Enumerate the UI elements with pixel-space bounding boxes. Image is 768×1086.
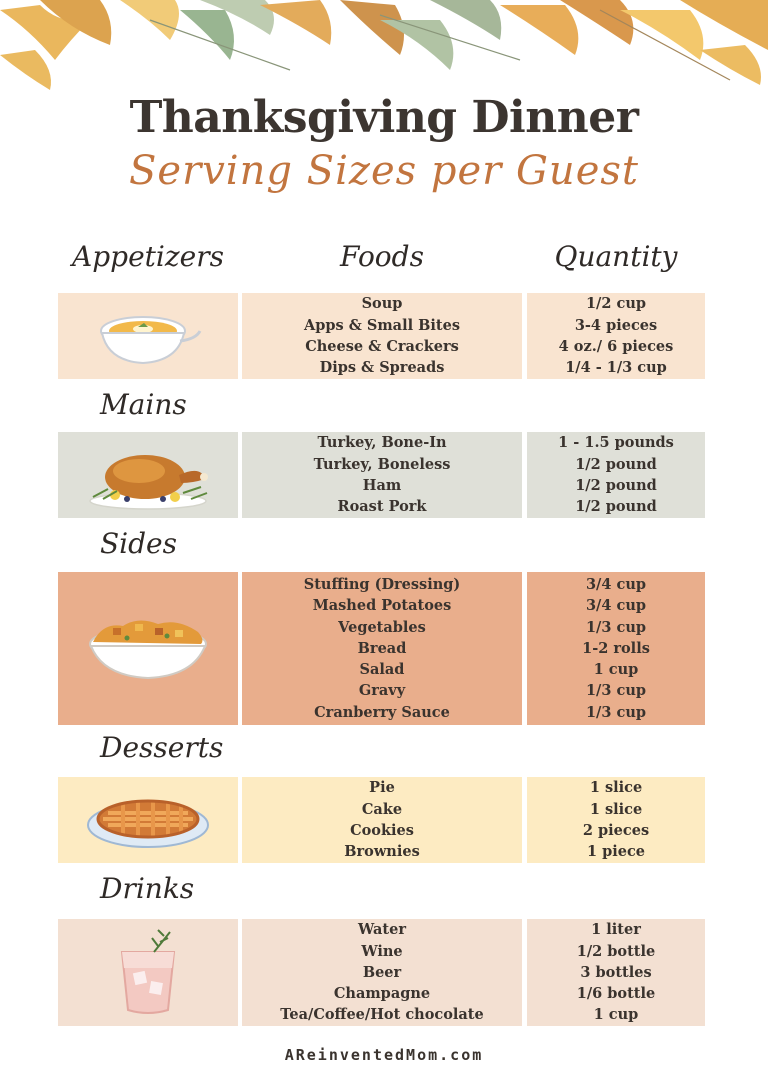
quantity-item: 1/2 pound [575, 498, 657, 516]
quantity-item: 3/4 cup [585, 597, 647, 615]
cocktail-glass-icon [108, 928, 188, 1018]
section-sides-image-cell [58, 572, 238, 725]
quantity-item: 1/3 cup [585, 703, 647, 721]
section-drinks-foods-cell [242, 919, 522, 1026]
category-label-sides: Sides [100, 527, 177, 560]
section-desserts-quantity-cell [527, 777, 705, 863]
food-item: Dips & Spreads [319, 359, 445, 377]
quantity-item: 1 cup [593, 1006, 639, 1024]
section-desserts [58, 777, 705, 863]
food-item: Water [358, 921, 406, 939]
quantity-item: 1/4 - 1/3 cup [565, 359, 667, 377]
roast-turkey-icon [83, 437, 213, 513]
section-sides-foods-cell [242, 572, 522, 725]
quantity-item: 1-2 rolls [582, 639, 650, 657]
food-item: Salad [359, 661, 405, 679]
section-drinks-image-cell [58, 919, 238, 1026]
section-desserts-image-cell [58, 777, 238, 863]
section-desserts-foods-cell [242, 777, 522, 863]
food-item: Cranberry Sauce [314, 703, 450, 721]
quantity-item: 1 - 1.5 pounds [558, 434, 674, 452]
section-appetizers-quantity-cell [527, 293, 705, 379]
soup-bowl-icon [88, 301, 208, 371]
quantity-item: 1 liter [591, 921, 641, 939]
section-appetizers [58, 293, 705, 379]
lattice-pie-icon [83, 785, 213, 855]
column-header-quantity: Quantity [554, 240, 678, 273]
quantity-item: 1/2 pound [575, 477, 657, 494]
quantity-item: 1/2 bottle [576, 942, 656, 960]
column-header-foods: Foods [340, 240, 424, 273]
food-item: Beer [362, 963, 402, 981]
section-mains-foods-cell [242, 432, 522, 518]
page-subtitle: Serving Sizes per Guest [129, 148, 639, 194]
food-item: Pie [369, 779, 395, 797]
food-item: Champagne [333, 985, 431, 1003]
food-item: Apps & Small Bites [303, 316, 460, 334]
food-item: Roast Pork [337, 498, 427, 516]
food-item: Cookies [350, 822, 414, 839]
page-title: Thanksgiving Dinner [129, 92, 639, 143]
quantity-item: 4 oz./ 6 pieces [558, 338, 674, 355]
quantity-item: 3/4 cup [585, 575, 647, 593]
section-sides [58, 572, 705, 725]
quantity-item: 1/3 cup [585, 682, 647, 700]
quantity-item: 2 pieces [582, 822, 650, 839]
food-item: Turkey, Bone-In [317, 434, 447, 452]
section-mains-image-cell [58, 432, 238, 518]
section-mains [58, 432, 705, 518]
food-item: Ham [362, 477, 402, 494]
quantity-item: 1 cup [593, 661, 639, 679]
food-item: Gravy [358, 682, 406, 700]
food-item: Cake [361, 800, 403, 818]
category-label-desserts: Desserts [100, 731, 224, 764]
food-item: Turkey, Boneless [313, 455, 451, 473]
section-appetizers-image-cell [58, 293, 238, 379]
food-item: Wine [361, 942, 403, 960]
quantity-item: 1/3 cup [585, 618, 647, 636]
food-item: Bread [357, 639, 407, 657]
footer-website: AReinventedMom.com [284, 1046, 484, 1064]
section-mains-quantity-cell [527, 432, 705, 518]
food-item: Vegetables [338, 618, 426, 636]
section-appetizers-foods-cell [242, 293, 522, 379]
quantity-item: 1/6 bottle [576, 985, 656, 1003]
food-item: Cheese & Crackers [305, 338, 459, 355]
quantity-item: 1/2 cup [585, 295, 647, 313]
section-sides-quantity-cell [527, 572, 705, 725]
category-label-drinks: Drinks [100, 872, 195, 905]
food-item: Tea/Coffee/Hot chocolate [280, 1006, 484, 1024]
stuffing-bowl-icon [83, 614, 213, 684]
autumn-leaves-garland [0, 0, 768, 100]
column-header-category: Appetizers [72, 240, 224, 273]
food-item: Stuffing (Dressing) [303, 575, 461, 593]
section-drinks [58, 919, 705, 1026]
food-item: Mashed Potatoes [312, 597, 452, 615]
quantity-item: 3 bottles [580, 963, 652, 981]
section-drinks-quantity-cell [527, 919, 705, 1026]
food-item: Soup [361, 295, 403, 313]
quantity-item: 3-4 pieces [574, 316, 658, 334]
quantity-item: 1 slice [589, 800, 643, 818]
quantity-item: 1/2 pound [575, 455, 657, 473]
food-item: Brownies [344, 843, 420, 861]
category-label-mains: Mains [100, 388, 187, 421]
quantity-item: 1 slice [589, 779, 643, 797]
quantity-item: 1 piece [586, 843, 646, 861]
